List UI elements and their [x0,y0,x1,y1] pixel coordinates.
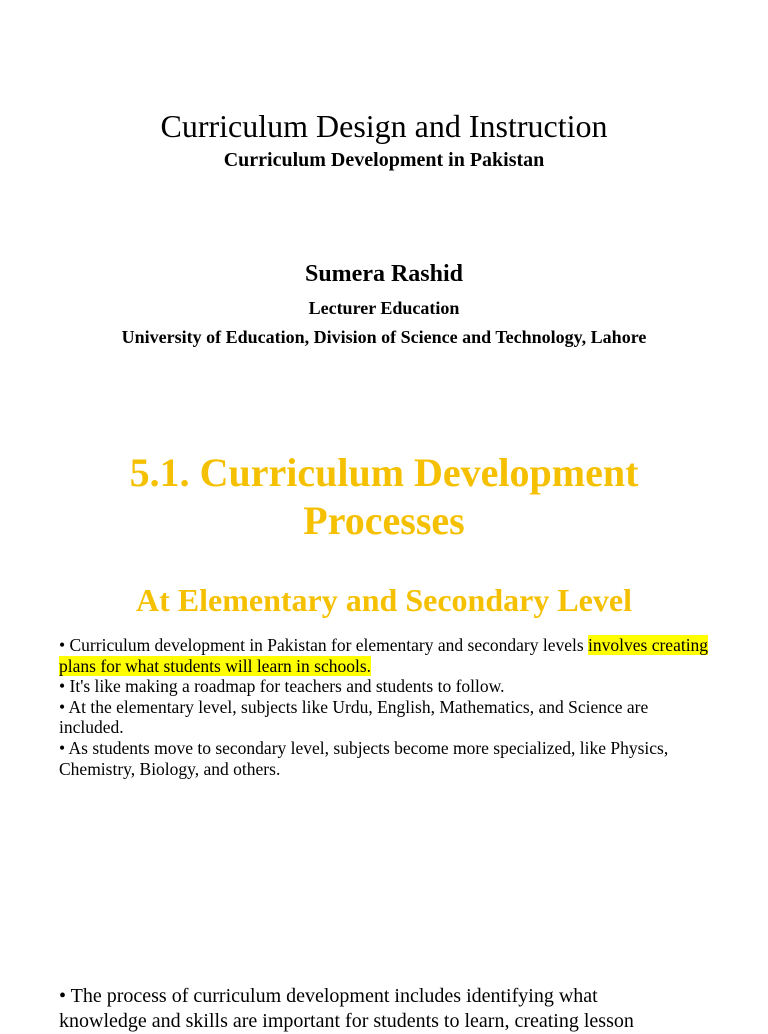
section-heading-line2: Processes [303,498,465,543]
section-heading-line1: 5.1. Curriculum Development [129,450,639,495]
bullet-item [59,635,709,676]
next-section-text [59,984,709,1034]
document-subtitle: Curriculum Development in Pakistan [223,149,545,171]
author-role: Lecturer Education [308,298,460,318]
bullet-text: • Curriculum development in Pakistan for elementary and secondary levels [59,635,589,655]
document-title: Curriculum Design and Instruction [160,108,608,144]
author-name: Sumera Rashid [304,261,464,287]
next-section-line: knowledge and skills are important for students to learn, creating lesson [59,1010,634,1032]
section-heading [0,449,768,545]
bullet-item: • At the elementary level, subjects like Urdu, English, Mathematics, and Science are included. [59,696,649,738]
author-affiliation: University of Education, Division of Science and Technology, Lahore [121,327,647,347]
bullet-list [59,635,709,779]
section-subheading: At Elementary and Secondary Level [136,582,632,618]
next-section-line: • The process of curriculum development includes identifying what [59,985,598,1007]
bullet-item: • As students move to secondary level, subjects become more specialized, like Physics, Chemistry, Biology, and others. [59,737,669,779]
bullet-item: • It's like making a roadmap for teachers and students to follow. [59,676,505,697]
highlighted-text: involves creating plans for what students will learn in schools. [59,635,709,676]
